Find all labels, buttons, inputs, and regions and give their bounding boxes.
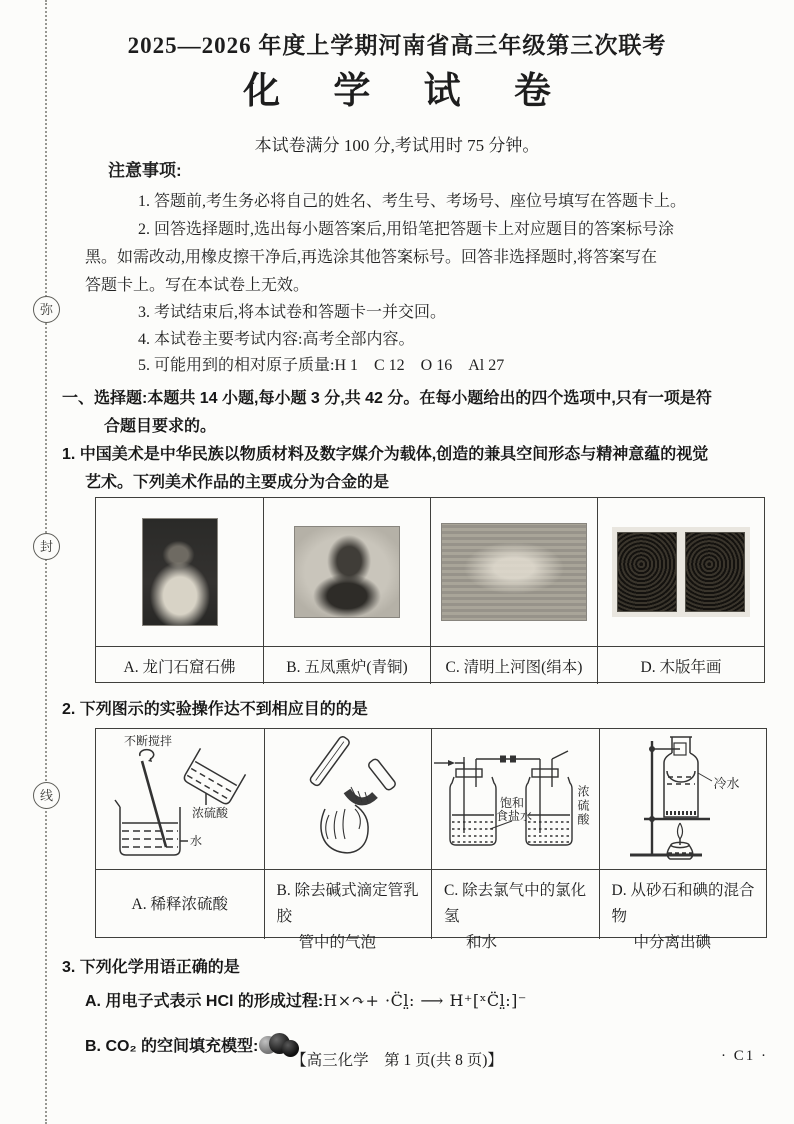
q1-stem-line1: 1. 中国美术是中华民族以物质材料及数字媒介为载体,创造的兼具空间形态与精神意蕴的视觉 xyxy=(62,446,709,463)
q3-option-b-text: B. CO₂ 的空间填充模型: xyxy=(85,1038,259,1055)
q1-option-a-caption: A. 龙门石窟石佛 xyxy=(96,646,263,684)
section1-heading-line2: 合题目要求的。 xyxy=(104,418,217,435)
dilution-diagram xyxy=(96,729,264,869)
q2-option-a-diagram-cell xyxy=(96,729,264,869)
woodblock-prints-image xyxy=(612,527,750,617)
woodblock-print-right xyxy=(686,533,744,611)
paper-title: 化 学 试 卷 xyxy=(243,71,573,112)
conc-acid-label-2: 浓硫酸 xyxy=(576,785,590,827)
q1-option-d-caption: D. 木版年画 xyxy=(597,646,764,684)
q1-option-c-caption: C. 清明上河图(绢本) xyxy=(430,646,597,684)
notice-line-1: 1. 答题前,考生务必将自己的姓名、考生号、考场号、座位号填写在答题卡上。 xyxy=(138,193,687,210)
exam-duration-subtitle: 本试卷满分 100 分,考试用时 75 分钟。 xyxy=(254,136,540,155)
seal-char-feng: 封 xyxy=(33,533,60,560)
hcl-electron-formula: H×↷+ ·C̈l̤: ⟶ H⁺[ˣC̈l̤:]⁻ xyxy=(323,991,527,1010)
notice-line-5: 3. 考试结束后,将本试卷和答题卡一并交回。 xyxy=(138,304,447,321)
q2-option-b-caption-line2: 管中的气泡 xyxy=(298,934,377,951)
q2-option-c-caption xyxy=(431,869,599,951)
q2-option-d-caption xyxy=(599,869,767,951)
q2-option-c-caption-line1: C. 除去氯气中的氯化氢 xyxy=(444,882,587,925)
conc-acid-label: 浓硫酸 xyxy=(192,806,229,820)
exam-session-title: 2025—2026 年度上学期河南省高三年级第三次联考 xyxy=(127,33,667,58)
burette-tube-art xyxy=(265,729,433,869)
q2-option-c-diagram-cell xyxy=(431,729,599,869)
brine-label-line2: 食盐水 xyxy=(496,809,533,823)
brine-label-line1: 饱和 xyxy=(500,796,525,810)
q1-option-b-caption: B. 五凤熏炉(青铜) xyxy=(263,646,430,684)
stir-label: 不断搅拌 xyxy=(124,734,173,748)
iodine-sublimation-diagram xyxy=(600,729,767,869)
q1-option-b-image-cell xyxy=(263,498,430,646)
notice-line-3: 黑。如需改动,用橡皮擦干净后,再选涂其他答案标号。回答非选择题时,将答案写在 xyxy=(85,249,658,266)
q2-option-c-caption-line2: 和水 xyxy=(466,934,498,951)
dilution-diagram-art xyxy=(96,729,264,869)
q2-options-table xyxy=(95,728,767,951)
gas-washing-diagram xyxy=(432,729,599,869)
binding-seal-dotted-line xyxy=(45,0,47,1124)
section1-heading-line1: 一、选择题:本题共 14 小题,每小题 3 分,共 42 分。在每小题给出的四个选项中,只有一项是符 xyxy=(62,390,712,407)
seal-char-mi: 弥 xyxy=(33,296,60,323)
q2-option-b-caption-line1: B. 除去碱式滴定管乳胶 xyxy=(276,882,419,925)
stone-buddha-image xyxy=(142,518,218,626)
cold-water-label: 冷水 xyxy=(713,776,740,791)
q2-stem: 2. 下列图示的实验操作达不到相应目的的是 xyxy=(62,701,368,718)
notice-line-7: 5. 可能用到的相对原子质量:H 1 C 12 O 16 Al 27 xyxy=(138,357,505,374)
bronze-censer-image xyxy=(294,526,400,618)
q1-option-a-image-cell xyxy=(96,498,263,646)
footer-page-info: 【高三化学 第 1 页(共 8 页)】 xyxy=(291,1052,503,1069)
water-label: 水 xyxy=(190,834,203,848)
q2-option-d-diagram-cell xyxy=(599,729,767,869)
q1-option-c-image-cell xyxy=(430,498,597,646)
footer-paper-code: · C1 · xyxy=(721,1048,768,1064)
notice-line-6: 4. 本试卷主要考试内容:高考全部内容。 xyxy=(138,331,415,348)
q2-option-d-caption-line2: 中分离出碘 xyxy=(633,934,712,951)
q3-option-a xyxy=(85,988,527,1011)
q2-option-b-diagram-cell xyxy=(264,729,432,869)
q3-option-a-text: A. 用电子式表示 HCl 的形成过程: xyxy=(85,993,324,1010)
notice-line-4: 答题卡上。写在本试卷上无效。 xyxy=(85,277,310,294)
q2-option-d-caption-line1: D. 从砂石和碘的混合物 xyxy=(611,882,755,925)
notice-line-2: 2. 回答选择题时,选出每小题答案后,用铅笔把答题卡上对应题目的答案标号涂 xyxy=(138,221,675,238)
notice-heading: 注意事项: xyxy=(108,161,182,180)
q1-option-d-image-cell xyxy=(597,498,764,646)
q1-stem-line2: 艺术。下列美术作品的主要成分为合金的是 xyxy=(85,474,390,491)
silk-painting-image xyxy=(441,523,587,621)
q2-option-b-caption xyxy=(264,869,432,951)
seal-char-xian: 线 xyxy=(33,782,60,809)
burette-tube-diagram xyxy=(265,729,432,869)
q2-option-a-caption: A. 稀释浓硫酸 xyxy=(96,869,264,939)
q3-stem: 3. 下列化学用语正确的是 xyxy=(62,959,240,976)
iodine-sublimation-art xyxy=(600,729,768,869)
q1-options-table xyxy=(95,497,765,683)
woodblock-print-left xyxy=(618,533,676,611)
